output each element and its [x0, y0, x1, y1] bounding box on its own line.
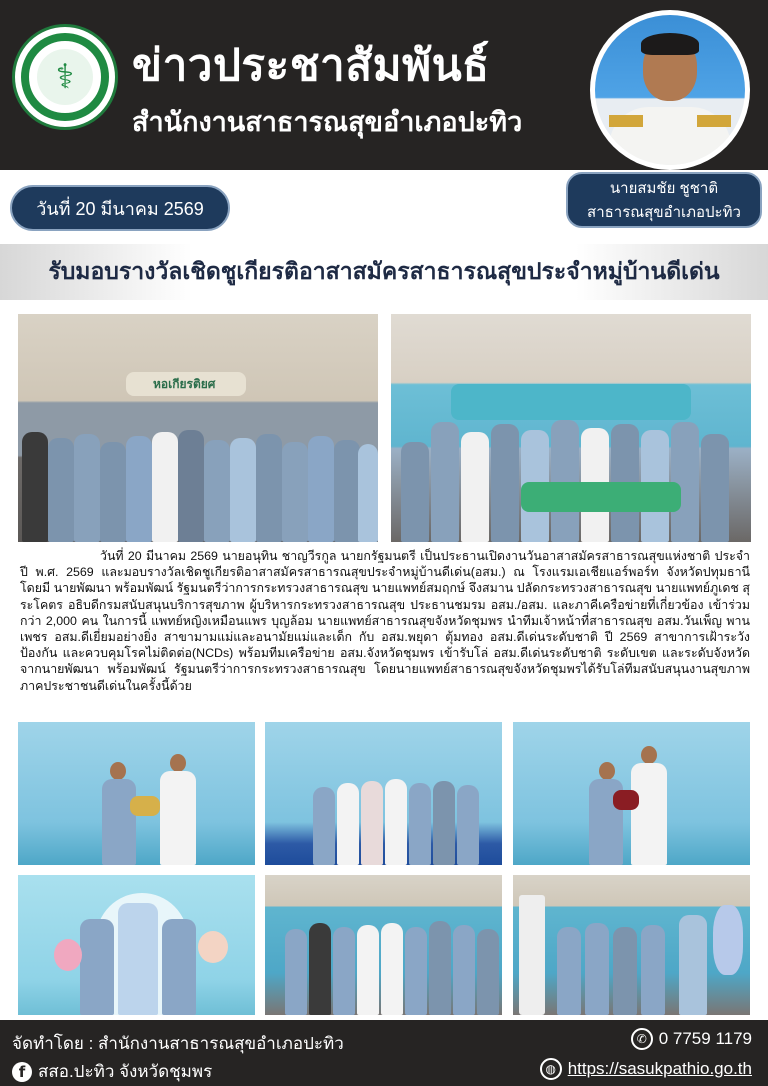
official-portrait	[590, 10, 750, 170]
facebook-page: สสอ.ปะทิว จังหวัดชุมพร	[38, 1062, 213, 1081]
photo-award-3	[513, 722, 750, 865]
phone-contact[interactable]	[631, 1028, 752, 1050]
date-badge: วันที่ 20 มีนาคม 2569	[10, 185, 230, 231]
facebook-icon: f	[12, 1062, 32, 1082]
banner-text: หอเกียรติยศ	[153, 377, 216, 391]
photo-award-1	[18, 722, 255, 865]
produced-by: จัดทำโดย : สำนักงานสาธารณสุขอำเภอปะทิว	[12, 1034, 344, 1053]
official-name: นายสมชัย ชูชาติ	[609, 180, 719, 197]
website-url: https://sasukpathio.go.th	[567, 1059, 752, 1078]
footer	[0, 1020, 768, 1086]
headline: รับมอบรางวัลเชิดชูเกียรติอาสาสมัครสาธารณสุขประจำหมู่บ้านดีเด่น	[0, 244, 768, 300]
photo-group-right	[391, 314, 751, 542]
photo-award-4	[18, 875, 255, 1015]
header-band	[0, 0, 768, 170]
official-position: สาธารณสุขอำเภอปะทิว	[587, 204, 741, 221]
globe-icon: ◍	[540, 1058, 562, 1080]
facebook-link[interactable]	[12, 1058, 212, 1085]
official-name-badge	[566, 172, 762, 228]
website-link[interactable]	[540, 1058, 752, 1080]
page-title: ข่าวประชาสัมพันธ์	[132, 41, 490, 90]
article-body: วันที่ 20 มีนาคม 2569 นายอนุทิน ชาญวีรกูล นายกรัฐมนตรี เป็นประธานเปิดงานวันอาสาสมัครสาธารณสุขแห่งชาติ ประจำปี พ.ศ. 2569 และมอบรางวัลเชิดชูเกียรติอาสาสมัครสาธารณสุขประจำหมู่บ้านดีเด่น(อสม.) ณ โรงแรมเอเชียแอร์พอร์ท จังหวัดปทุมธานี โดยมี นายพัฒนา พร้อมพัฒน์ รัฐมนตรีว่าการกระทรวงสาธารณสุข นายแพทย์สมฤกษ์ จึงสมาน ปลัดกระทรวงสาธารณสุข นายแพทย์ภูเดช สุระโคตร อธิบดีกรมสนับสนุนบริการสุขภาพ ผู้บริหารกระทรวงสาธารณสุข ประธานชมรม อสม./อสม. และภาคีเครือข่ายที่เกี่ยวข้อง เข้าร่วมกว่า 2,000 คน ในการนี้ แพทย์หญิงเหมือนแพร บุญล้อม นายแพทย์สาธารณสุขจังหวัดชุมพร นำทีมเจ้าหน้าที่สาธารณสุข อสม.วันเพ็ญ พานเพชร อสม.ดีเยี่ยมอย่างยิ่ง สาขามามแม่และอนามัยแม่และเด็ก กับ อสม.พยุดา ตุ้มทอง อสม.ดีเด่นระดับชาติ ปี 2569 สาขาการเฝ้าระวัง ป้องกัน และควบคุมโรคไม่ติดต่อ(NCDs) พร้อมทีมเครือข่าย อสม.จังหวัดชุมพร เข้ารับโล่ อสม.ดีเด่นระดับชาติ ระดับเขต และระดับจังหวัด จากนายพัฒนา พร้อมพัฒน์ รัฐมนตรีว่าการกระทรวงสาธารณสุข โดยนายแพทย์สาธารณสุขจังหวัดชุมพรได้รับโล่ทีมสนับสนุนงานสุขภาพภาคประชาชนดีเด่นในครั้งนี้ด้วย	[20, 549, 750, 693]
phone-number: 0 7759 1179	[658, 1029, 752, 1048]
page-subtitle: สำนักงานสาธารณสุขอำเภอปะทิว	[132, 107, 523, 137]
photo-award-2	[265, 722, 502, 865]
photo-award-5	[265, 875, 502, 1015]
ministry-logo-icon: ⚕	[12, 24, 118, 130]
photo-group-left	[18, 314, 378, 542]
phone-icon: ✆	[631, 1028, 653, 1050]
photo-award-6	[513, 875, 750, 1015]
